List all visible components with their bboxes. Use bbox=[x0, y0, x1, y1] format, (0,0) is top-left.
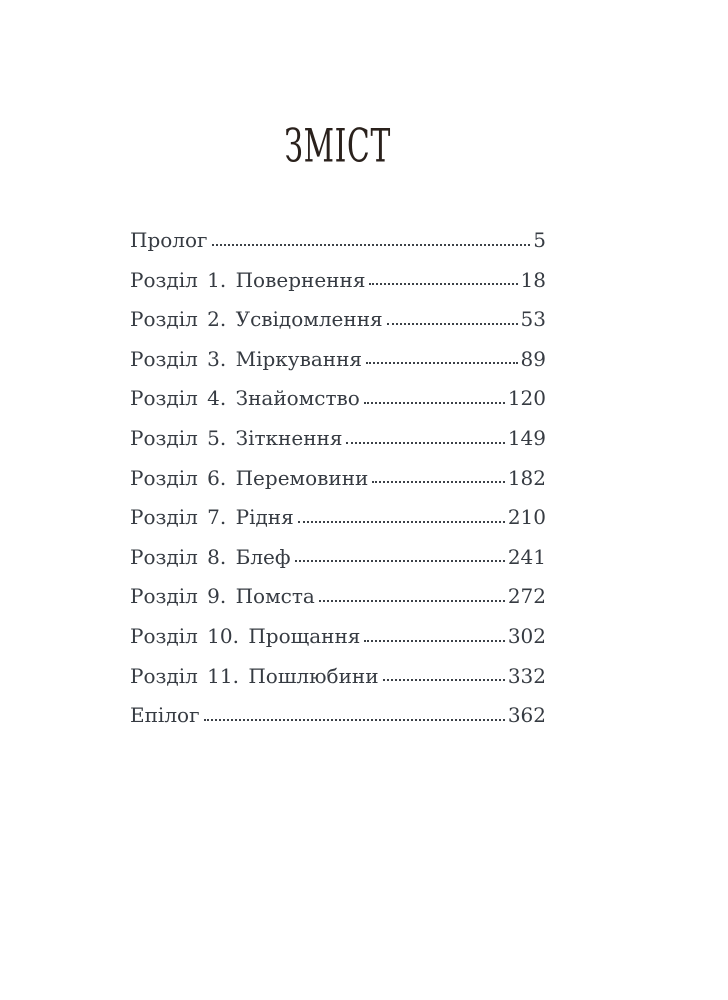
dot-leader bbox=[298, 521, 505, 523]
toc-entry-label: Розділ 3. Міркування bbox=[130, 346, 363, 371]
toc-entry bbox=[130, 426, 546, 466]
toc-page bbox=[130, 0, 546, 743]
toc-entry bbox=[130, 505, 546, 545]
toc-list bbox=[130, 228, 546, 743]
toc-entry-page-number: 362 bbox=[507, 703, 546, 728]
toc-entry bbox=[130, 703, 546, 743]
toc-entry-page-number: 241 bbox=[507, 544, 546, 569]
dot-leader bbox=[319, 600, 505, 602]
toc-entry-label: Розділ 11. Пошлюбини bbox=[130, 663, 379, 688]
toc-entry-page-number: 18 bbox=[520, 267, 546, 292]
page-title bbox=[130, 118, 546, 173]
toc-entry-label: Пролог bbox=[130, 228, 208, 252]
dot-leader bbox=[295, 560, 505, 562]
dot-leader bbox=[204, 719, 505, 721]
toc-entry-label: Розділ 10. Прощання bbox=[130, 623, 361, 648]
toc-entry bbox=[130, 228, 546, 268]
toc-entry-label: Розділ 2. Усвідомлення bbox=[130, 307, 383, 332]
toc-entry-label: Розділ 5. Зіткнення bbox=[130, 425, 343, 450]
toc-entry bbox=[130, 268, 546, 308]
toc-entry bbox=[130, 624, 546, 664]
toc-entry-page-number: 89 bbox=[520, 346, 546, 371]
toc-entry-page-number: 5 bbox=[533, 228, 546, 252]
toc-entry bbox=[130, 466, 546, 506]
dot-leader bbox=[212, 244, 531, 246]
toc-entry bbox=[130, 545, 546, 585]
dot-leader bbox=[383, 679, 505, 681]
dot-leader bbox=[364, 402, 505, 404]
dot-leader bbox=[366, 362, 518, 364]
toc-entry-page-number: 302 bbox=[507, 623, 546, 648]
toc-entry-page-number: 272 bbox=[507, 584, 546, 609]
toc-entry bbox=[130, 664, 546, 704]
toc-entry bbox=[130, 307, 546, 347]
dot-leader bbox=[364, 640, 504, 642]
toc-entry bbox=[130, 347, 546, 387]
toc-entry-label: Розділ 7. Рідня bbox=[130, 505, 294, 530]
page-title-text: ЗМІСТ bbox=[284, 118, 392, 173]
toc-entry-page-number: 53 bbox=[520, 307, 546, 332]
toc-entry bbox=[130, 386, 546, 426]
toc-entry-label: Розділ 9. Помста bbox=[130, 584, 315, 609]
toc-entry-page-number: 120 bbox=[507, 386, 546, 411]
toc-entry-page-number: 332 bbox=[507, 663, 546, 688]
toc-entry-label: Розділ 4. Знайомство bbox=[130, 386, 360, 411]
toc-entry-label: Розділ 1. Повернення bbox=[130, 267, 366, 292]
toc-entry-label: Розділ 6. Перемовини bbox=[130, 465, 369, 490]
toc-entry-page-number: 182 bbox=[507, 465, 546, 490]
dot-leader bbox=[369, 283, 517, 285]
dot-leader bbox=[346, 442, 504, 444]
dot-leader bbox=[387, 323, 518, 325]
toc-entry-page-number: 149 bbox=[507, 425, 546, 450]
toc-entry-page-number: 210 bbox=[507, 505, 546, 530]
toc-entry-label: Розділ 8. Блеф bbox=[130, 544, 291, 569]
toc-entry-label: Епілог bbox=[130, 703, 200, 728]
toc-entry bbox=[130, 584, 546, 624]
dot-leader bbox=[372, 481, 504, 483]
